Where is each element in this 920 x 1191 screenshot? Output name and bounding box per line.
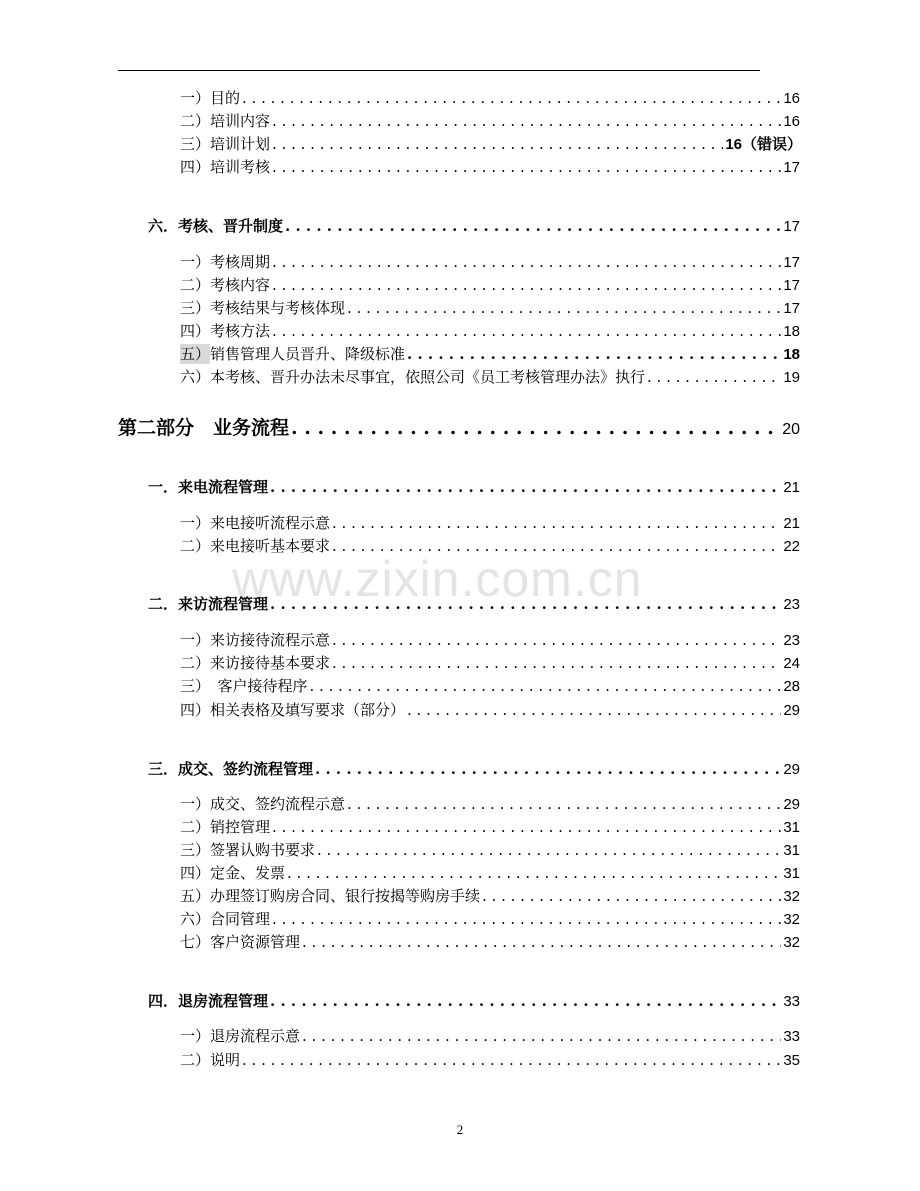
toc-entry[interactable] — [180, 630, 800, 651]
toc-entry-page: 21 — [783, 515, 800, 532]
toc-entry-page: 23 — [783, 596, 800, 613]
toc-entry-label: 四）培训考核 — [180, 158, 271, 176]
toc-entry[interactable] — [180, 909, 800, 930]
toc-entry-marker: 五） — [180, 345, 211, 363]
toc-entry-page: 17 — [783, 300, 800, 317]
leader-dots — [407, 344, 781, 364]
leader-dots — [270, 477, 781, 497]
toc-entry-page: 17 — [783, 218, 800, 235]
toc-section-entry[interactable] — [148, 991, 800, 1012]
leader-dots — [315, 759, 781, 779]
toc-entry[interactable] — [180, 298, 800, 319]
leader-dots — [272, 817, 781, 837]
toc-entry-page: 23 — [783, 632, 800, 649]
header-rule — [118, 70, 760, 71]
toc-entry[interactable] — [180, 111, 800, 132]
toc-entry-label: 四）相关表格及填写要求（部分） — [180, 701, 406, 719]
toc-entry-page: 33 — [783, 1028, 800, 1045]
leader-dots — [272, 321, 781, 341]
leader-dots — [242, 88, 781, 108]
toc-entry-page: 32 — [783, 911, 800, 928]
toc-entry-page: 29 — [783, 702, 800, 719]
leader-dots — [287, 863, 781, 883]
toc-entry-page: 29 — [783, 796, 800, 813]
toc-entry-page: 16 — [783, 113, 800, 130]
toc-entry[interactable] — [180, 840, 800, 861]
toc-entry-page: 17 — [783, 254, 800, 271]
toc-entry-label: 七）客户资源管理 — [180, 933, 301, 951]
toc-entry-label: 四）考核方法 — [180, 322, 271, 340]
toc-entry-page: 18 — [783, 346, 800, 363]
leader-dots — [332, 653, 781, 673]
toc-entry-label: 一）来访接待流程示意 — [180, 631, 331, 649]
toc-entry-label: 一）成交、签约流程示意 — [180, 795, 346, 813]
toc-entry[interactable] — [180, 252, 800, 273]
leader-dots — [407, 700, 781, 720]
toc-entry-label: 二）来电接听基本要求 — [180, 537, 331, 555]
toc-entry-label: 六）合同管理 — [180, 910, 271, 928]
leader-dots — [317, 840, 781, 860]
leader-dots — [272, 909, 781, 929]
toc-section-entry[interactable] — [148, 216, 800, 237]
leader-dots — [332, 630, 781, 650]
toc-entry[interactable] — [180, 817, 800, 838]
toc-entry-label: 一）退房流程示意 — [180, 1027, 301, 1045]
leader-dots — [272, 157, 781, 177]
toc-entry[interactable] — [180, 367, 800, 388]
leader-dots — [332, 513, 781, 533]
toc-entry-label: 三）培训计划 — [180, 135, 271, 153]
toc-entry[interactable] — [180, 157, 800, 178]
toc-entry-page: 24 — [783, 655, 800, 672]
leader-dots — [272, 252, 781, 272]
watermark: www.zixin.com.cn — [232, 551, 643, 607]
toc-entry[interactable] — [180, 513, 800, 534]
leader-dots — [272, 275, 781, 295]
toc-entry[interactable] — [180, 1026, 800, 1047]
toc-entry-page: 33 — [783, 993, 800, 1010]
toc-entry[interactable] — [180, 653, 800, 674]
toc-entry-label: 第二部分 业务流程 — [118, 417, 290, 439]
toc-entry-label: 二．来访流程管理 — [148, 595, 269, 613]
toc-entry[interactable] — [180, 700, 800, 721]
leader-dots — [310, 676, 782, 696]
toc-entry[interactable] — [180, 932, 800, 953]
toc-entry[interactable] — [180, 794, 800, 815]
toc-entry-label: 二）考核内容 — [180, 276, 271, 294]
toc-entry-page: 19 — [783, 369, 800, 386]
toc-entry-page: 17 — [783, 277, 800, 294]
toc-entry-highlighted[interactable] — [180, 344, 800, 365]
toc-entry-label: 四．退房流程管理 — [148, 992, 269, 1010]
toc-entry-label: 一）考核周期 — [180, 253, 271, 271]
toc-entry-page: 16 — [783, 90, 800, 107]
toc-entry-page: 18 — [783, 323, 800, 340]
leader-dots — [272, 134, 723, 154]
toc-entry-page: 31 — [783, 819, 800, 836]
toc-entry-label: 二）说明 — [180, 1051, 241, 1069]
toc-entry-label: 销售管理人员晋升、降级标准 — [210, 345, 406, 363]
leader-dots — [347, 794, 781, 814]
toc-entry[interactable] — [180, 863, 800, 884]
toc-entry[interactable] — [180, 321, 800, 342]
toc-entry-label: 三）签署认购书要求 — [180, 841, 316, 859]
toc-entry-label: 一．来电流程管理 — [148, 478, 269, 496]
toc-entry-page: 31 — [783, 842, 800, 859]
toc-section-entry[interactable] — [148, 759, 800, 780]
toc-entry-label: 二）销控管理 — [180, 818, 271, 836]
toc-entry-label: 一）目的 — [180, 89, 241, 107]
toc-entry-page: 29 — [783, 761, 800, 778]
toc-entry-label: 五）办理签订购房合同、银行按揭等购房手续 — [180, 887, 481, 905]
toc-entry[interactable] — [180, 134, 802, 155]
toc-entry-page: 35 — [783, 1052, 800, 1069]
toc-entry-page: 32 — [783, 934, 800, 951]
toc-entry-page: 20 — [782, 421, 800, 438]
toc-entry[interactable] — [180, 1050, 800, 1071]
toc-entry-label: 二）来访接待基本要求 — [180, 654, 331, 672]
toc-entry-label: 六．考核、晋升制度 — [148, 217, 284, 235]
toc-entry-page: 32 — [783, 888, 800, 905]
toc-part-entry[interactable] — [118, 416, 800, 442]
toc-entry-page: 22 — [783, 538, 800, 555]
toc-entry-label: 二）培训内容 — [180, 112, 271, 130]
toc-entry[interactable] — [180, 88, 800, 109]
page-number: 2 — [456, 1122, 464, 1137]
leader-dots — [482, 886, 781, 906]
leader-dots — [647, 367, 781, 387]
toc-entry-label: 三）考核结果与考核体现 — [180, 299, 346, 317]
toc-entry[interactable] — [180, 886, 800, 907]
leader-dots — [242, 1050, 781, 1070]
toc-entry-page: 31 — [783, 865, 800, 882]
toc-entry-label: 四）定金、发票 — [180, 864, 286, 882]
leader-dots — [302, 932, 781, 952]
toc-entry[interactable] — [180, 676, 800, 697]
leader-dots — [285, 216, 781, 236]
leader-dots — [302, 1026, 781, 1046]
toc-entry-label: 三） 客户接待程序 — [180, 677, 308, 695]
toc-entry-label: 三．成交、签约流程管理 — [148, 760, 314, 778]
leader-dots — [272, 111, 781, 131]
toc-section-entry[interactable] — [148, 477, 800, 498]
toc-entry-label: 一）来电接听流程示意 — [180, 514, 331, 532]
leader-dots — [270, 991, 781, 1011]
toc-entry-page: 21 — [783, 479, 800, 496]
toc-entry-page: 17 — [783, 159, 800, 176]
toc-entry[interactable] — [180, 275, 800, 296]
toc-entry-page: 16（错误） — [725, 136, 802, 153]
toc-entry-label: 六）本考核、晋升办法未尽事宜，依照公司《员工考核管理办法》执行 — [180, 368, 646, 386]
leader-dots — [291, 416, 780, 440]
toc-entry-page: 28 — [783, 678, 800, 695]
leader-dots — [347, 298, 781, 318]
